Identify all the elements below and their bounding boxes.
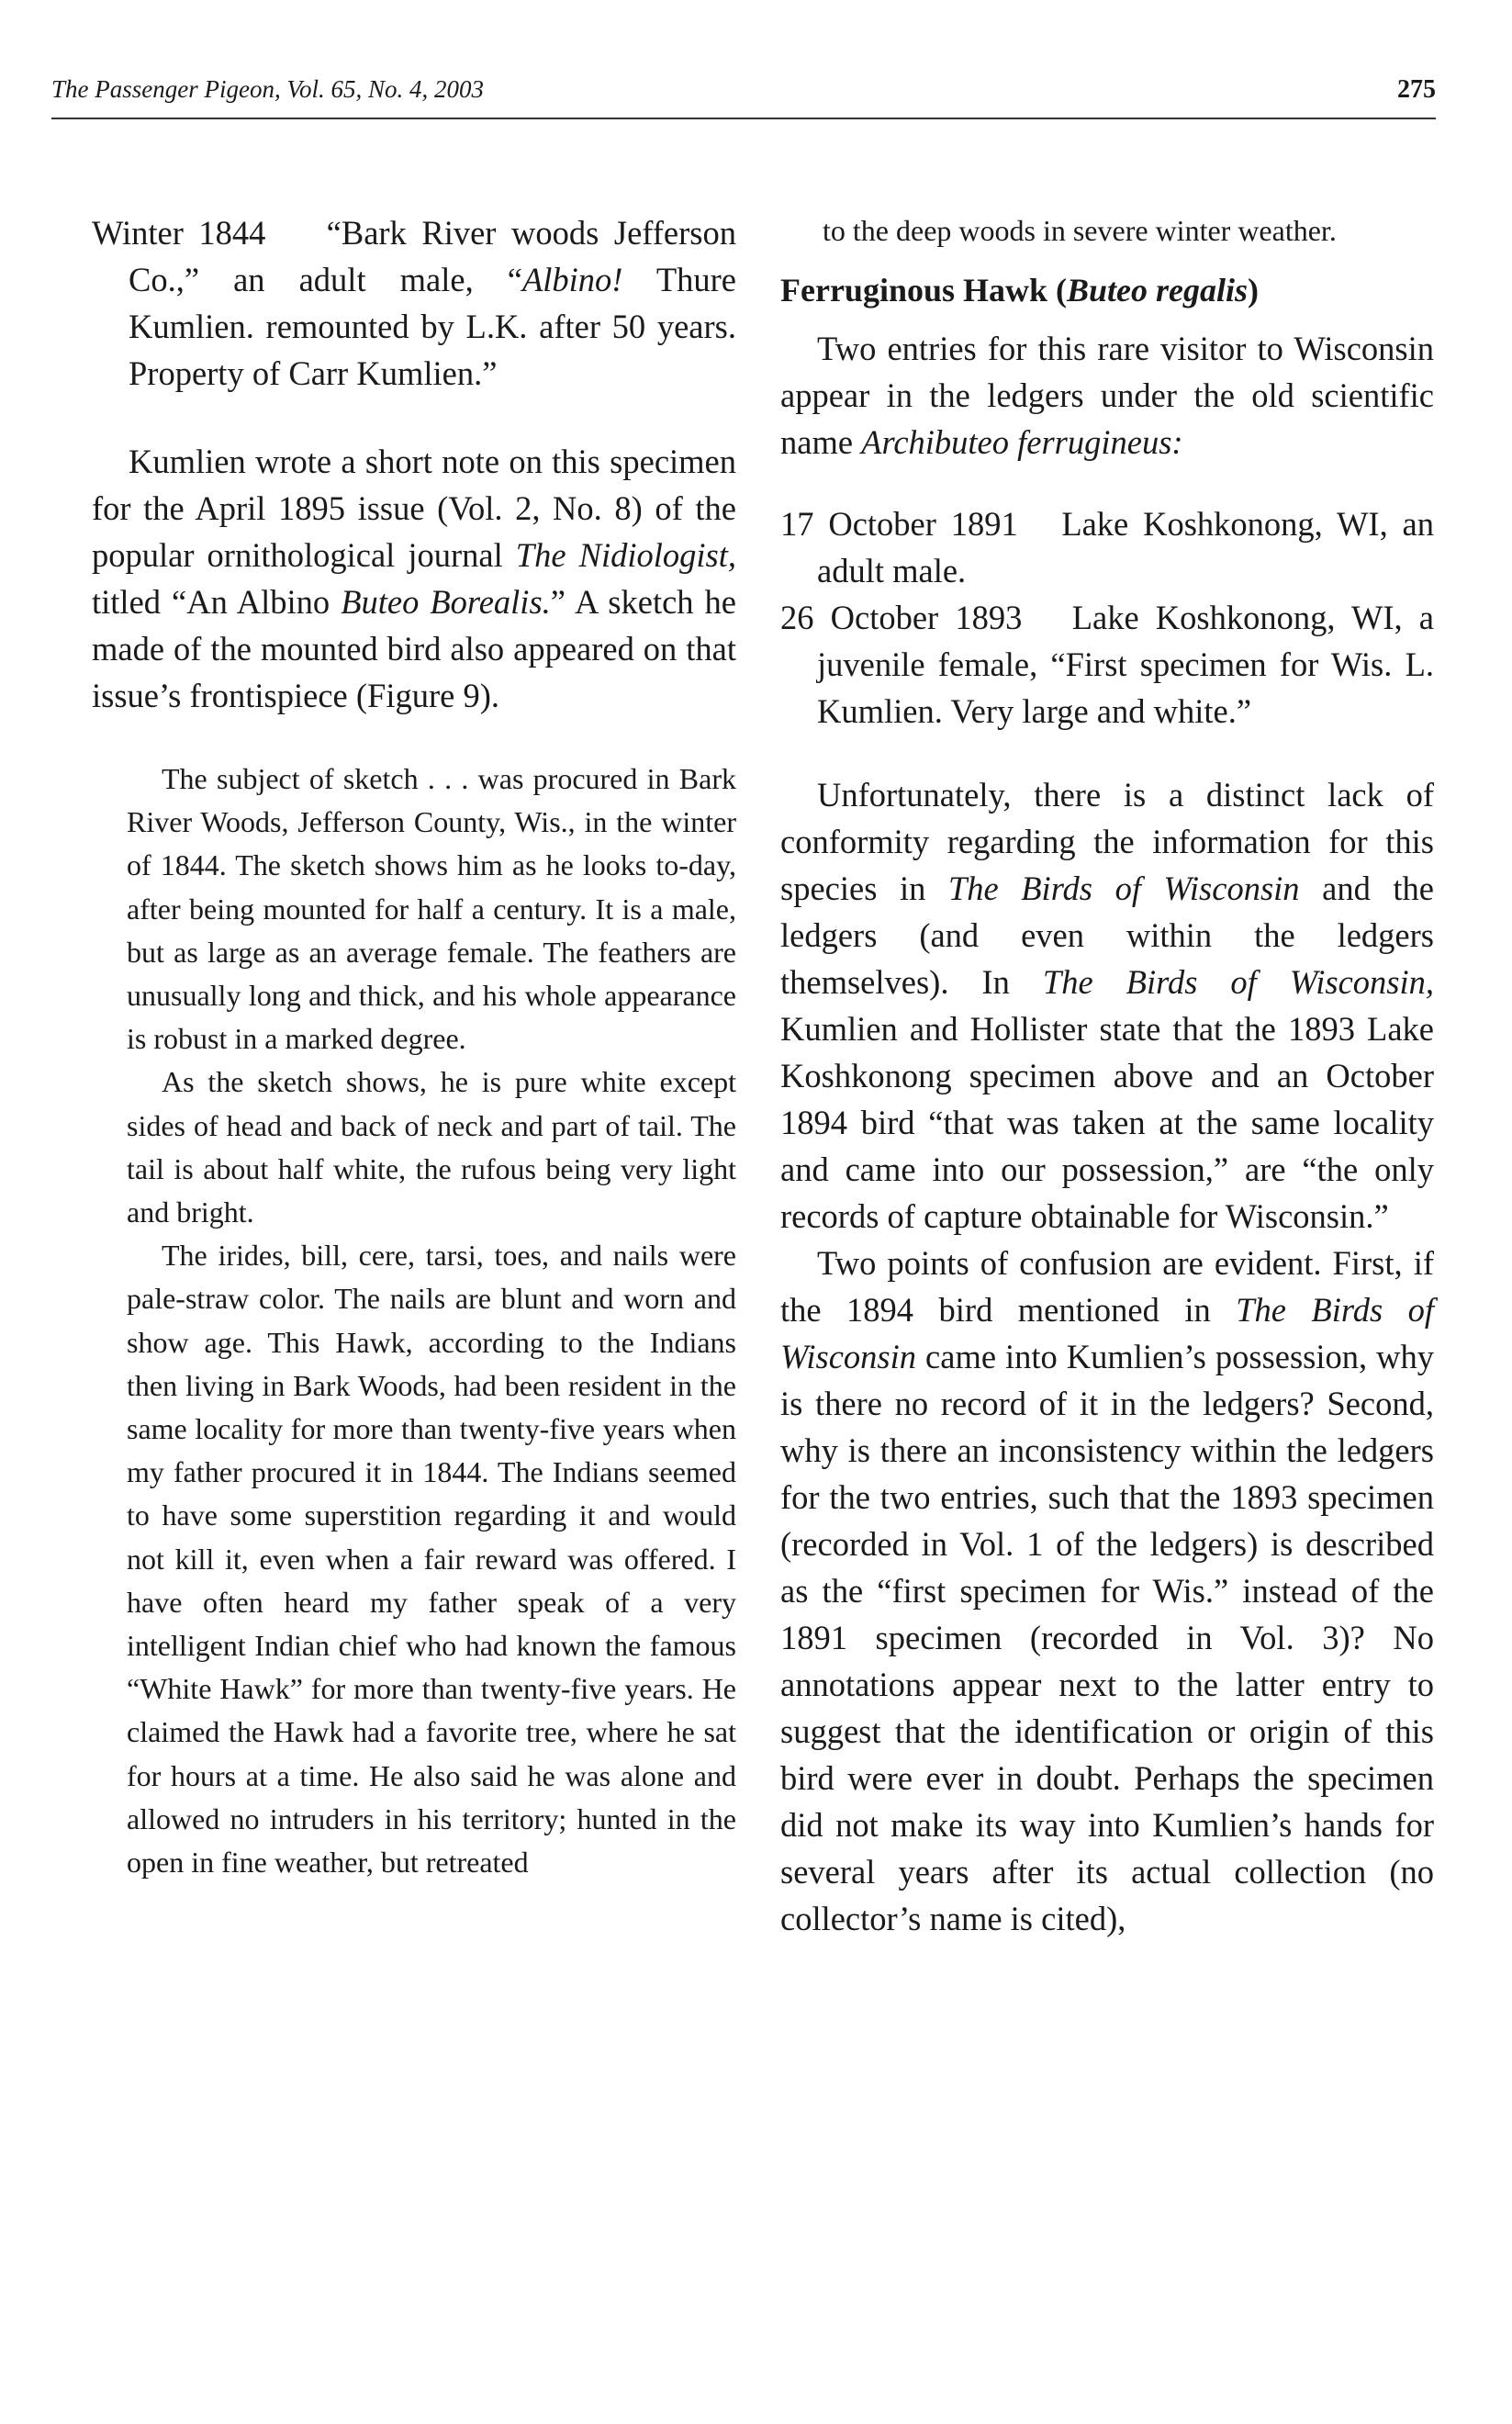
block-quote [127, 758, 736, 1884]
paragraph-two-entries: Two entries for this rare visitor to Wisconsin appear in the ledgers under the old scientific name Archibuteo ferrugineus: [780, 330, 1434, 462]
ledger-entry-1891: 17 October 1891 Lake Koshkonong, WI, an adult male. [780, 505, 1435, 590]
entry-date: Winter 1844 [92, 214, 266, 252]
quote-continuation: to the deep woods in severe winter weather. [823, 214, 1337, 247]
paragraph-confusion: Two points of confusion are evident. First, if the 1894 bird mentioned in The Birds of Wisconsin came into Kumlien’s possession, why is there no record of it in the ledgers? Second, why is there an inconsistency within the ledgers for the two entries, such that the 1893 specimen (recorded in Vol. 1 of the ledgers) is described as the “first specimen for Wis.” instead of the 1891 specimen (recorded in Vol. 3)? No annotations appear next to the latter entry to suggest that the identification or origin of this bird were ever in doubt. Perhaps the specimen did not make its way into Kumlien’s hands for several years after its actual collection (no collector’s name is cited), [780, 1244, 1434, 1938]
paragraph-unfortunately: Unfortunately, there is a distinct lack of conformity regarding the information for this species in The Birds of Wisconsin and the ledgers (and even within the ledgers themselves). In The Birds of Wisconsin, Kumlien and Hollister state that the 1893 Lake Koshkonong specimen above and an October 1894 bird “that was taken at the same locality and came into our possession,” are “the only records of capture obtainable for Wisconsin.” [780, 776, 1434, 1236]
page-number: 275 [1397, 75, 1436, 104]
left-column [92, 209, 736, 1884]
header-rule [51, 118, 1436, 119]
quote-paragraph-2: As the sketch shows, he is pure white except sides of head and back of neck and part of tail. The tail is about half white, the rufous being very light and bright. [127, 1065, 736, 1229]
quote-paragraph-3: The irides, bill, cere, tarsi, toes, and nails were pale-straw color. The nails are blunt and worn and show age. This Hawk, according to the Indians then living in Bark Woods, had been resident in the same locality for more than twenty-five years when my father procured it in 1844. The Indians seemed to have some superstition regarding it and would not kill it, even when a fair reward was offered. I have often heard my father speak of a very intelligent Indian chief who had known the famous “White Hawk” for more than twenty-five years. He claimed the Hawk had a favorite tree, where he sat for hours at a time. He also said he was alone and allowed no intruders in his territory; hunted in the open in fine weather, but retreated [127, 1239, 736, 1880]
running-header [51, 75, 1436, 105]
journal-citation: The Passenger Pigeon, Vol. 65, No. 4, 2003 [51, 75, 484, 103]
ledger-entry-winter-1844: Winter 1844 “Bark River woods Jefferson Co.,” an adult male, “Albino! Thure Kumlien. remounted by L.K. after 50 years. Property of Carr Kumlien.” [92, 214, 736, 392]
species-heading: Ferruginous Hawk (Buteo regalis) [780, 272, 1260, 309]
block-quote-continued [780, 209, 1434, 252]
ledger-entry-1893: 26 October 1893 Lake Koshkonong, WI, a juvenile female, “First specimen for Wis. L. Kumlien. Very large and white.” [780, 599, 1435, 731]
right-column [780, 209, 1434, 1942]
paragraph-nidiologist: Kumlien wrote a short note on this specimen for the April 1895 issue (Vol. 2, No. 8) of the popular ornithological journal The Nidiologist, titled “An Albino Buteo Borealis.” A sketch he made of the mounted bird also appeared on that issue’s frontispiece (Figure 9). [92, 443, 736, 714]
quote-paragraph-1: The subject of sketch . . . was procured in Bark River Woods, Jefferson County, Wis., in the winter of 1844. The sketch shows him as he looks to-day, after being mounted for half a century. It is a male, but as large as an average female. The feathers are unusually long and thick, and his whole appearance is robust in a marked degree. [127, 762, 736, 1056]
